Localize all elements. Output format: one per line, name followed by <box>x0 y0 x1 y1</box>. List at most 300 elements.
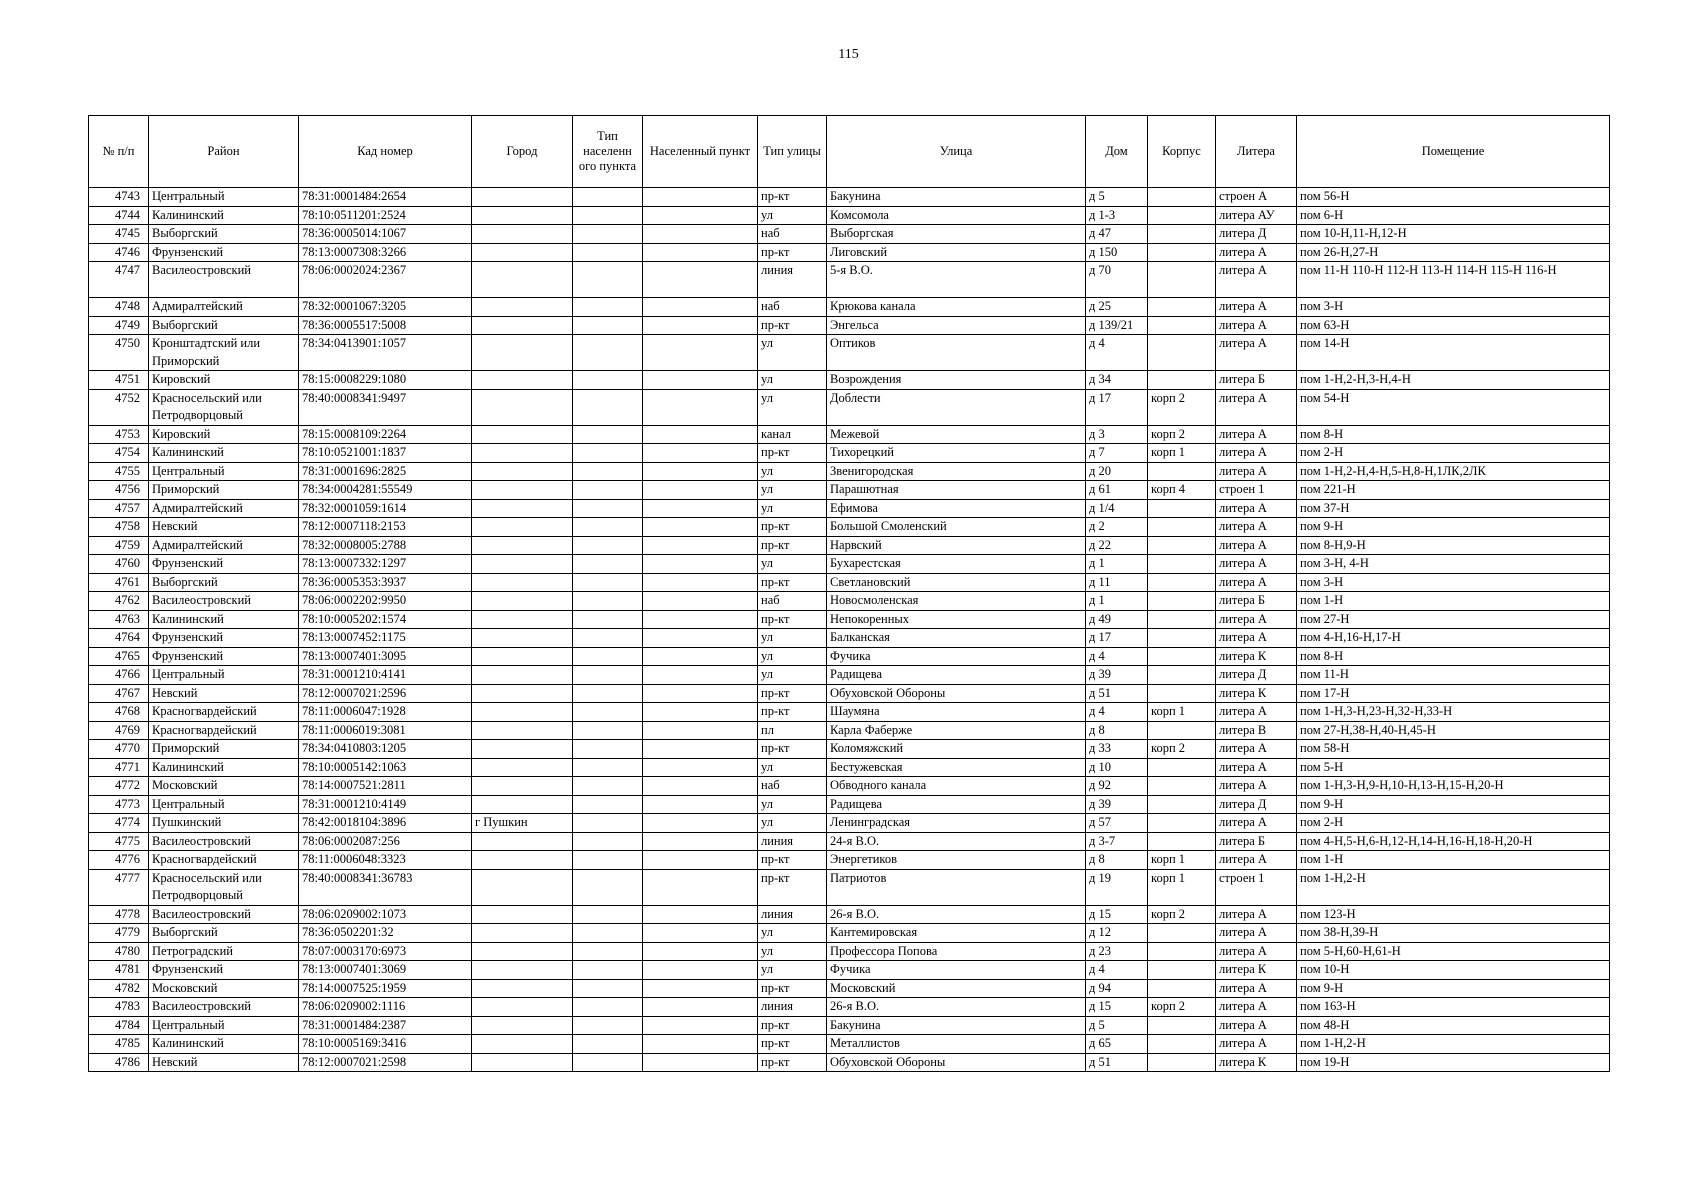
cell-row-number: 4754 <box>89 444 149 463</box>
cell-house: д 25 <box>1086 298 1148 317</box>
cell-premises: пом 27-Н <box>1297 610 1610 629</box>
table-row <box>89 371 1610 390</box>
cell-district: Василеостровский <box>149 592 299 611</box>
cell-row-number: 4749 <box>89 316 149 335</box>
cell-street: Обводного канала <box>827 777 1086 796</box>
cell-row-number: 4777 <box>89 869 149 905</box>
cell-house: д 19 <box>1086 869 1148 905</box>
cell-street-type: ул <box>758 389 827 425</box>
cell-building <box>1148 243 1216 262</box>
table-row <box>89 942 1610 961</box>
cell-locality-type <box>573 740 643 759</box>
cell-row-number: 4753 <box>89 425 149 444</box>
table-row <box>89 462 1610 481</box>
cell-city <box>472 869 573 905</box>
cell-letter: литера А <box>1216 316 1297 335</box>
cell-house: д 70 <box>1086 262 1148 298</box>
table-row <box>89 389 1610 425</box>
cell-locality-type <box>573 481 643 500</box>
cell-district: Красносельский или Петродворцовый <box>149 869 299 905</box>
cell-street: Выборгская <box>827 225 1086 244</box>
cell-letter: литера К <box>1216 684 1297 703</box>
table-row <box>89 1035 1610 1054</box>
cell-street-type: пр-кт <box>758 316 827 335</box>
cell-city <box>472 777 573 796</box>
cell-cadastral-number: 78:42:0018104:3896 <box>299 814 472 833</box>
cell-row-number: 4782 <box>89 979 149 998</box>
cell-house: д 20 <box>1086 462 1148 481</box>
cell-premises: пом 8-Н <box>1297 425 1610 444</box>
column-header-cadastral-number: Кад номер <box>299 116 472 188</box>
cell-row-number: 4784 <box>89 1016 149 1035</box>
cell-locality <box>643 316 758 335</box>
cell-letter: литера Б <box>1216 592 1297 611</box>
cell-building: корп 2 <box>1148 998 1216 1017</box>
cell-locality <box>643 979 758 998</box>
cell-letter: литера К <box>1216 647 1297 666</box>
cell-cadastral-number: 78:11:0006048:3323 <box>299 851 472 870</box>
cell-city <box>472 979 573 998</box>
cell-locality-type <box>573 1035 643 1054</box>
cell-locality-type <box>573 555 643 574</box>
table-row <box>89 262 1610 298</box>
cell-cadastral-number: 78:15:0008229:1080 <box>299 371 472 390</box>
cell-district: Приморский <box>149 481 299 500</box>
cell-street-type: ул <box>758 942 827 961</box>
cell-district: Кировский <box>149 371 299 390</box>
cell-locality-type <box>573 1053 643 1072</box>
cell-locality <box>643 481 758 500</box>
cell-city <box>472 389 573 425</box>
cell-premises: пом 1-Н,2-Н <box>1297 869 1610 905</box>
cell-district: Фрунзенский <box>149 243 299 262</box>
cell-building: корп 1 <box>1148 444 1216 463</box>
cell-locality-type <box>573 647 643 666</box>
cell-building: корп 4 <box>1148 481 1216 500</box>
cell-premises: пом 9-Н <box>1297 518 1610 537</box>
column-header-letter: Литера <box>1216 116 1297 188</box>
cell-letter: литера А <box>1216 444 1297 463</box>
cell-house: д 57 <box>1086 814 1148 833</box>
cell-street: Коломяжский <box>827 740 1086 759</box>
cell-cadastral-number: 78:31:0001484:2387 <box>299 1016 472 1035</box>
table-row <box>89 481 1610 500</box>
cell-row-number: 4781 <box>89 961 149 980</box>
cell-house: д 7 <box>1086 444 1148 463</box>
cell-letter: литера А <box>1216 998 1297 1017</box>
cell-row-number: 4778 <box>89 905 149 924</box>
cell-letter: литера Д <box>1216 225 1297 244</box>
cell-city <box>472 536 573 555</box>
table-row <box>89 721 1610 740</box>
table-row <box>89 979 1610 998</box>
cell-premises: пом 8-Н,9-Н <box>1297 536 1610 555</box>
cell-letter: литера А <box>1216 758 1297 777</box>
cell-row-number: 4779 <box>89 924 149 943</box>
cell-street: Возрождения <box>827 371 1086 390</box>
cell-row-number: 4765 <box>89 647 149 666</box>
cell-locality <box>643 905 758 924</box>
cell-locality-type <box>573 905 643 924</box>
cell-locality <box>643 555 758 574</box>
page-number: 115 <box>838 47 859 62</box>
cell-house: д 39 <box>1086 795 1148 814</box>
cell-street: Ленинградская <box>827 814 1086 833</box>
cell-city <box>472 942 573 961</box>
cell-house: д 22 <box>1086 536 1148 555</box>
cell-street: Фучика <box>827 647 1086 666</box>
cell-street: Непокоренных <box>827 610 1086 629</box>
cell-premises: пом 1-Н,2-Н,3-Н,4-Н <box>1297 371 1610 390</box>
cell-letter: литера А <box>1216 298 1297 317</box>
cell-house: д 5 <box>1086 188 1148 207</box>
cell-letter: литера А <box>1216 536 1297 555</box>
cell-street: Парашютная <box>827 481 1086 500</box>
cell-street-type: ул <box>758 647 827 666</box>
cell-district: Красногвардейский <box>149 851 299 870</box>
cell-street-type: пр-кт <box>758 1035 827 1054</box>
cell-letter: строен 1 <box>1216 481 1297 500</box>
cell-locality-type <box>573 629 643 648</box>
cell-street-type: ул <box>758 499 827 518</box>
cell-premises: пом 19-Н <box>1297 1053 1610 1072</box>
cell-cadastral-number: 78:06:0002202:9950 <box>299 592 472 611</box>
cell-building <box>1148 924 1216 943</box>
cell-locality <box>643 610 758 629</box>
cell-district: Адмиралтейский <box>149 298 299 317</box>
cell-cadastral-number: 78:07:0003170:6973 <box>299 942 472 961</box>
cell-city <box>472 740 573 759</box>
cell-locality-type <box>573 1016 643 1035</box>
cell-locality <box>643 629 758 648</box>
cell-building <box>1148 1053 1216 1072</box>
cell-cadastral-number: 78:32:0001067:3205 <box>299 298 472 317</box>
cell-district: Калининский <box>149 758 299 777</box>
cell-house: д 51 <box>1086 1053 1148 1072</box>
cell-locality <box>643 573 758 592</box>
cell-locality <box>643 536 758 555</box>
cell-building <box>1148 536 1216 555</box>
table-row <box>89 206 1610 225</box>
cell-house: д 17 <box>1086 389 1148 425</box>
cell-district: Василеостровский <box>149 832 299 851</box>
cell-locality-type <box>573 666 643 685</box>
cell-locality <box>643 1016 758 1035</box>
cell-city <box>472 518 573 537</box>
cell-locality-type <box>573 573 643 592</box>
cell-letter: литера А <box>1216 777 1297 796</box>
cell-locality-type <box>573 979 643 998</box>
cell-house: д 1-3 <box>1086 206 1148 225</box>
cell-street-type: пр-кт <box>758 610 827 629</box>
cell-city <box>472 795 573 814</box>
cell-letter: литера А <box>1216 851 1297 870</box>
cell-locality-type <box>573 998 643 1017</box>
cell-city <box>472 316 573 335</box>
cell-row-number: 4761 <box>89 573 149 592</box>
cell-premises: пом 38-Н,39-Н <box>1297 924 1610 943</box>
cell-cadastral-number: 78:13:0007332:1297 <box>299 555 472 574</box>
cell-street: Энгельса <box>827 316 1086 335</box>
cell-row-number: 4747 <box>89 262 149 298</box>
cell-row-number: 4771 <box>89 758 149 777</box>
cell-cadastral-number: 78:12:0007021:2598 <box>299 1053 472 1072</box>
cell-premises: пом 1-Н,2-Н,4-Н,5-Н,8-Н,1ЛК,2ЛК <box>1297 462 1610 481</box>
cell-street: 26-я В.О. <box>827 998 1086 1017</box>
table-row <box>89 444 1610 463</box>
cell-street: Комсомола <box>827 206 1086 225</box>
cell-row-number: 4758 <box>89 518 149 537</box>
cell-street: Шаумяна <box>827 703 1086 722</box>
cell-locality <box>643 684 758 703</box>
cell-cadastral-number: 78:12:0007118:2153 <box>299 518 472 537</box>
cell-district: Выборгский <box>149 225 299 244</box>
cell-premises: пом 3-Н <box>1297 298 1610 317</box>
cell-letter: литера А <box>1216 518 1297 537</box>
cell-row-number: 4769 <box>89 721 149 740</box>
cell-cadastral-number: 78:34:0004281:55549 <box>299 481 472 500</box>
cell-locality <box>643 777 758 796</box>
cell-house: д 150 <box>1086 243 1148 262</box>
cell-building <box>1148 573 1216 592</box>
table-row <box>89 629 1610 648</box>
cell-district: Василеостровский <box>149 905 299 924</box>
table-row <box>89 666 1610 685</box>
cell-house: д 8 <box>1086 851 1148 870</box>
cell-row-number: 4745 <box>89 225 149 244</box>
cell-building: корп 1 <box>1148 703 1216 722</box>
cell-locality-type <box>573 961 643 980</box>
column-header-locality-type: Тип населенн ого пункта <box>573 116 643 188</box>
cell-premises: пом 163-Н <box>1297 998 1610 1017</box>
table-row <box>89 518 1610 537</box>
cell-locality-type <box>573 444 643 463</box>
cell-house: д 61 <box>1086 481 1148 500</box>
cell-building <box>1148 262 1216 298</box>
cell-house: д 39 <box>1086 666 1148 685</box>
cell-locality <box>643 740 758 759</box>
table-body <box>89 188 1610 1072</box>
cell-row-number: 4750 <box>89 335 149 371</box>
cell-locality <box>643 998 758 1017</box>
cell-letter: литера А <box>1216 814 1297 833</box>
cell-building <box>1148 592 1216 611</box>
cell-street-type: канал <box>758 425 827 444</box>
cell-street: Лиговский <box>827 243 1086 262</box>
cell-premises: пом 1-Н <box>1297 592 1610 611</box>
table-row <box>89 961 1610 980</box>
cell-row-number: 4767 <box>89 684 149 703</box>
cell-locality <box>643 188 758 207</box>
cell-cadastral-number: 78:31:0001210:4141 <box>299 666 472 685</box>
cell-house: д 10 <box>1086 758 1148 777</box>
table-row <box>89 795 1610 814</box>
cell-locality <box>643 1053 758 1072</box>
cell-district: Красногвардейский <box>149 721 299 740</box>
cell-locality-type <box>573 832 643 851</box>
cell-street: Металлистов <box>827 1035 1086 1054</box>
cell-letter: литера Б <box>1216 371 1297 390</box>
cell-district: Фрунзенский <box>149 961 299 980</box>
cell-building <box>1148 188 1216 207</box>
cell-cadastral-number: 78:40:0008341:36783 <box>299 869 472 905</box>
cell-locality-type <box>573 684 643 703</box>
cell-district: Центральный <box>149 462 299 481</box>
cell-district: Московский <box>149 979 299 998</box>
table-row <box>89 536 1610 555</box>
cell-city <box>472 206 573 225</box>
cell-row-number: 4783 <box>89 998 149 1017</box>
cell-building <box>1148 629 1216 648</box>
cell-locality-type <box>573 243 643 262</box>
cell-locality-type <box>573 262 643 298</box>
cell-locality <box>643 425 758 444</box>
cell-street-type: линия <box>758 832 827 851</box>
cell-locality <box>643 592 758 611</box>
cell-letter: литера А <box>1216 703 1297 722</box>
cell-building <box>1148 684 1216 703</box>
cell-street-type: ул <box>758 462 827 481</box>
cell-house: д 8 <box>1086 721 1148 740</box>
cell-premises: пом 37-Н <box>1297 499 1610 518</box>
cell-locality-type <box>573 335 643 371</box>
cell-district: Фрунзенский <box>149 555 299 574</box>
cell-city <box>472 961 573 980</box>
cell-locality-type <box>573 536 643 555</box>
cell-row-number: 4751 <box>89 371 149 390</box>
cell-letter: литера А <box>1216 499 1297 518</box>
table-row <box>89 1053 1610 1072</box>
cell-street-type: пр-кт <box>758 869 827 905</box>
cell-street-type: линия <box>758 998 827 1017</box>
table-row <box>89 703 1610 722</box>
table-row <box>89 832 1610 851</box>
cell-district: Калининский <box>149 206 299 225</box>
cell-locality-type <box>573 462 643 481</box>
cell-city <box>472 499 573 518</box>
cell-premises: пом 26-Н,27-Н <box>1297 243 1610 262</box>
cell-street: Обуховской Обороны <box>827 684 1086 703</box>
cell-house: д 15 <box>1086 905 1148 924</box>
cell-district: Выборгский <box>149 924 299 943</box>
cell-cadastral-number: 78:34:0410803:1205 <box>299 740 472 759</box>
cell-premises: пом 17-Н <box>1297 684 1610 703</box>
cell-locality-type <box>573 389 643 425</box>
cell-district: Адмиралтейский <box>149 499 299 518</box>
cell-row-number: 4756 <box>89 481 149 500</box>
cell-street-type: пр-кт <box>758 740 827 759</box>
cell-building: корп 1 <box>1148 851 1216 870</box>
table-row <box>89 425 1610 444</box>
cell-letter: литера К <box>1216 961 1297 980</box>
cell-locality <box>643 851 758 870</box>
cell-building <box>1148 795 1216 814</box>
cell-premises: пом 9-Н <box>1297 795 1610 814</box>
cell-letter: литера К <box>1216 1053 1297 1072</box>
cell-locality-type <box>573 942 643 961</box>
table-row <box>89 243 1610 262</box>
cell-building <box>1148 206 1216 225</box>
cell-street-type: ул <box>758 629 827 648</box>
cell-cadastral-number: 78:12:0007021:2596 <box>299 684 472 703</box>
cell-street: Радищева <box>827 795 1086 814</box>
cell-city <box>472 371 573 390</box>
cell-row-number: 4748 <box>89 298 149 317</box>
cell-street: Тихорецкий <box>827 444 1086 463</box>
cell-house: д 12 <box>1086 924 1148 943</box>
cell-house: д 94 <box>1086 979 1148 998</box>
cell-locality <box>643 666 758 685</box>
table-row <box>89 684 1610 703</box>
cell-city <box>472 924 573 943</box>
cell-cadastral-number: 78:32:0001059:1614 <box>299 499 472 518</box>
cell-premises: пом 63-Н <box>1297 316 1610 335</box>
cell-letter: строен 1 <box>1216 869 1297 905</box>
cell-building <box>1148 758 1216 777</box>
cell-letter: литера А <box>1216 335 1297 371</box>
cell-street-type: ул <box>758 206 827 225</box>
cell-street: Бакунина <box>827 188 1086 207</box>
cell-building <box>1148 371 1216 390</box>
cell-premises: пом 54-Н <box>1297 389 1610 425</box>
table-row <box>89 555 1610 574</box>
cell-locality <box>643 371 758 390</box>
cell-house: д 4 <box>1086 961 1148 980</box>
cell-cadastral-number: 78:31:0001210:4149 <box>299 795 472 814</box>
cell-street-type: ул <box>758 961 827 980</box>
cell-locality-type <box>573 758 643 777</box>
cell-locality <box>643 924 758 943</box>
cell-cadastral-number: 78:34:0413901:1057 <box>299 335 472 371</box>
cell-locality-type <box>573 869 643 905</box>
cell-city: г Пушкин <box>472 814 573 833</box>
property-registry-table <box>88 115 1610 1072</box>
cell-locality-type <box>573 371 643 390</box>
cell-row-number: 4774 <box>89 814 149 833</box>
cell-premises: пом 14-Н <box>1297 335 1610 371</box>
cell-street: Кантемировская <box>827 924 1086 943</box>
cell-house: д 51 <box>1086 684 1148 703</box>
cell-house: д 11 <box>1086 573 1148 592</box>
cell-street: Большой Смоленский <box>827 518 1086 537</box>
cell-building <box>1148 942 1216 961</box>
cell-row-number: 4764 <box>89 629 149 648</box>
cell-row-number: 4743 <box>89 188 149 207</box>
cell-house: д 4 <box>1086 703 1148 722</box>
cell-street: Бакунина <box>827 1016 1086 1035</box>
cell-row-number: 4785 <box>89 1035 149 1054</box>
cell-district: Красносельский или Петродворцовый <box>149 389 299 425</box>
cell-street-type: ул <box>758 666 827 685</box>
cell-row-number: 4762 <box>89 592 149 611</box>
column-header-building: Корпус <box>1148 116 1216 188</box>
cell-locality <box>643 961 758 980</box>
cell-locality-type <box>573 316 643 335</box>
cell-street-type: ул <box>758 555 827 574</box>
cell-cadastral-number: 78:13:0007401:3095 <box>299 647 472 666</box>
cell-locality-type <box>573 777 643 796</box>
column-header-street-type: Тип улицы <box>758 116 827 188</box>
cell-house: д 3 <box>1086 425 1148 444</box>
cell-locality <box>643 721 758 740</box>
table-row <box>89 225 1610 244</box>
cell-building <box>1148 298 1216 317</box>
cell-district: Василеостровский <box>149 262 299 298</box>
cell-letter: литера Д <box>1216 795 1297 814</box>
cell-street-type: ул <box>758 795 827 814</box>
cell-letter: литера АУ <box>1216 206 1297 225</box>
cell-premises: пом 56-Н <box>1297 188 1610 207</box>
